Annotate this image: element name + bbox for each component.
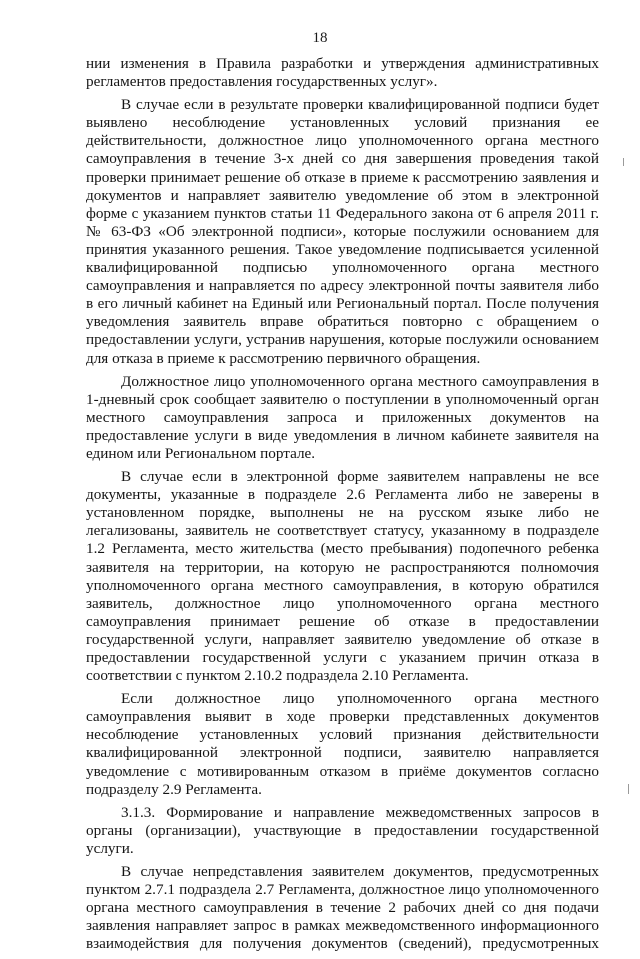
- paragraph-interagency-request: В случае непредставления заявителем документов, предусмотренных пунктом 2.7.1 подраздела 2.7 Регламента, должностное лицо уполномоченного органа местного самоуправления в течение 2 рабочих дней со дня подачи заявления направляет запрос в рамках межведомственного информационного взаимодействия для получения документов (сведений), предусмотренных: [86, 863, 599, 953]
- scan-margin-mark: [623, 158, 624, 166]
- section-heading-3-1-3: 3.1.3. Формирование и направление межведомственных запросов в органы (организации), участвующие в предоставлении государственной услуги.: [86, 803, 599, 857]
- paragraph-continuation: нии изменения в Правила разработки и утверждения административных регламентов предоставления государственных услуг».: [86, 55, 599, 91]
- paragraph-refusal-conditions: В случае если в электронной форме заявителем направлены не все документы, указанные в подразделе 2.6 Регламента либо не заверены в установленном порядке, выполнены не на русском языке либо не легализованы, заявитель не соответствует статусу, указанному в подразделе 1.2 Регламента, место жительства (место пребывания) подопечного ребенка заявителя на территории, на которую не распространяются полномочия уполномоченного органа местного самоуправления, в которую обратился заявитель, должностное лицо уполномоченного органа местного самоуправления принимает решение об отказе в предоставлении государственной услуги, направляет заявителю уведомление об отказе в предоставлении государственной услуги с указанием причин отказа в соответствии с пунктом 2.10.2 подраздела 2.10 Регламента.: [86, 468, 599, 685]
- page-number: 18: [312, 30, 328, 46]
- document-body: [86, 55, 599, 959]
- paragraph-notification: Должностное лицо уполномоченного органа местного самоуправления в 1-дневный срок сообщает заявителю о поступлении в уполномоченный орган местного самоуправления запроса и приложенных документов на предоставление услуги в виде уведомления в личном кабинете заявителя на едином или Региональном портале.: [86, 372, 599, 462]
- paragraph-signature-check: В случае если в результате проверки квалифицированной подписи будет выявлено несоблюдение установленных условий признания ее действительности, должностное лицо уполномоченного органа местного самоуправления в течение 3-х дней со дня завершения проведения такой проверки принимает решение об отказе в приеме к рассмотрению заявления и документов и направляет заявителю уведомление об этом в электронной форме с указанием пунктов статьи 11 Федерального закона от 6 апреля 2011 г. № 63-ФЗ «Об электронной подписи», которые послужили основанием для принятия указанного решения. Такое уведомление подписывается усиленной квалифицированной подписью уполномоченного органа местного самоуправления и направляется по адресу электронной почты заявителя либо в его личный кабинет на Единый или Региональный портал. После получения уведомления заявитель вправе обратиться повторно с обращением о предоставлении услуги, устранив нарушения, которые послужили основанием для отказа в приеме к рассмотрению первичного обращения.: [86, 96, 599, 367]
- paragraph-signature-refusal: Если должностное лицо уполномоченного органа местного самоуправления выявит в ходе проверки представленных документов несоблюдение установленных условий признания действительности квалифицированной электронной подписи, заявителю направляется уведомление с мотивированным отказом в приёме документов согласно подразделу 2.9 Регламента.: [86, 690, 599, 798]
- scan-margin-mark: [628, 784, 629, 794]
